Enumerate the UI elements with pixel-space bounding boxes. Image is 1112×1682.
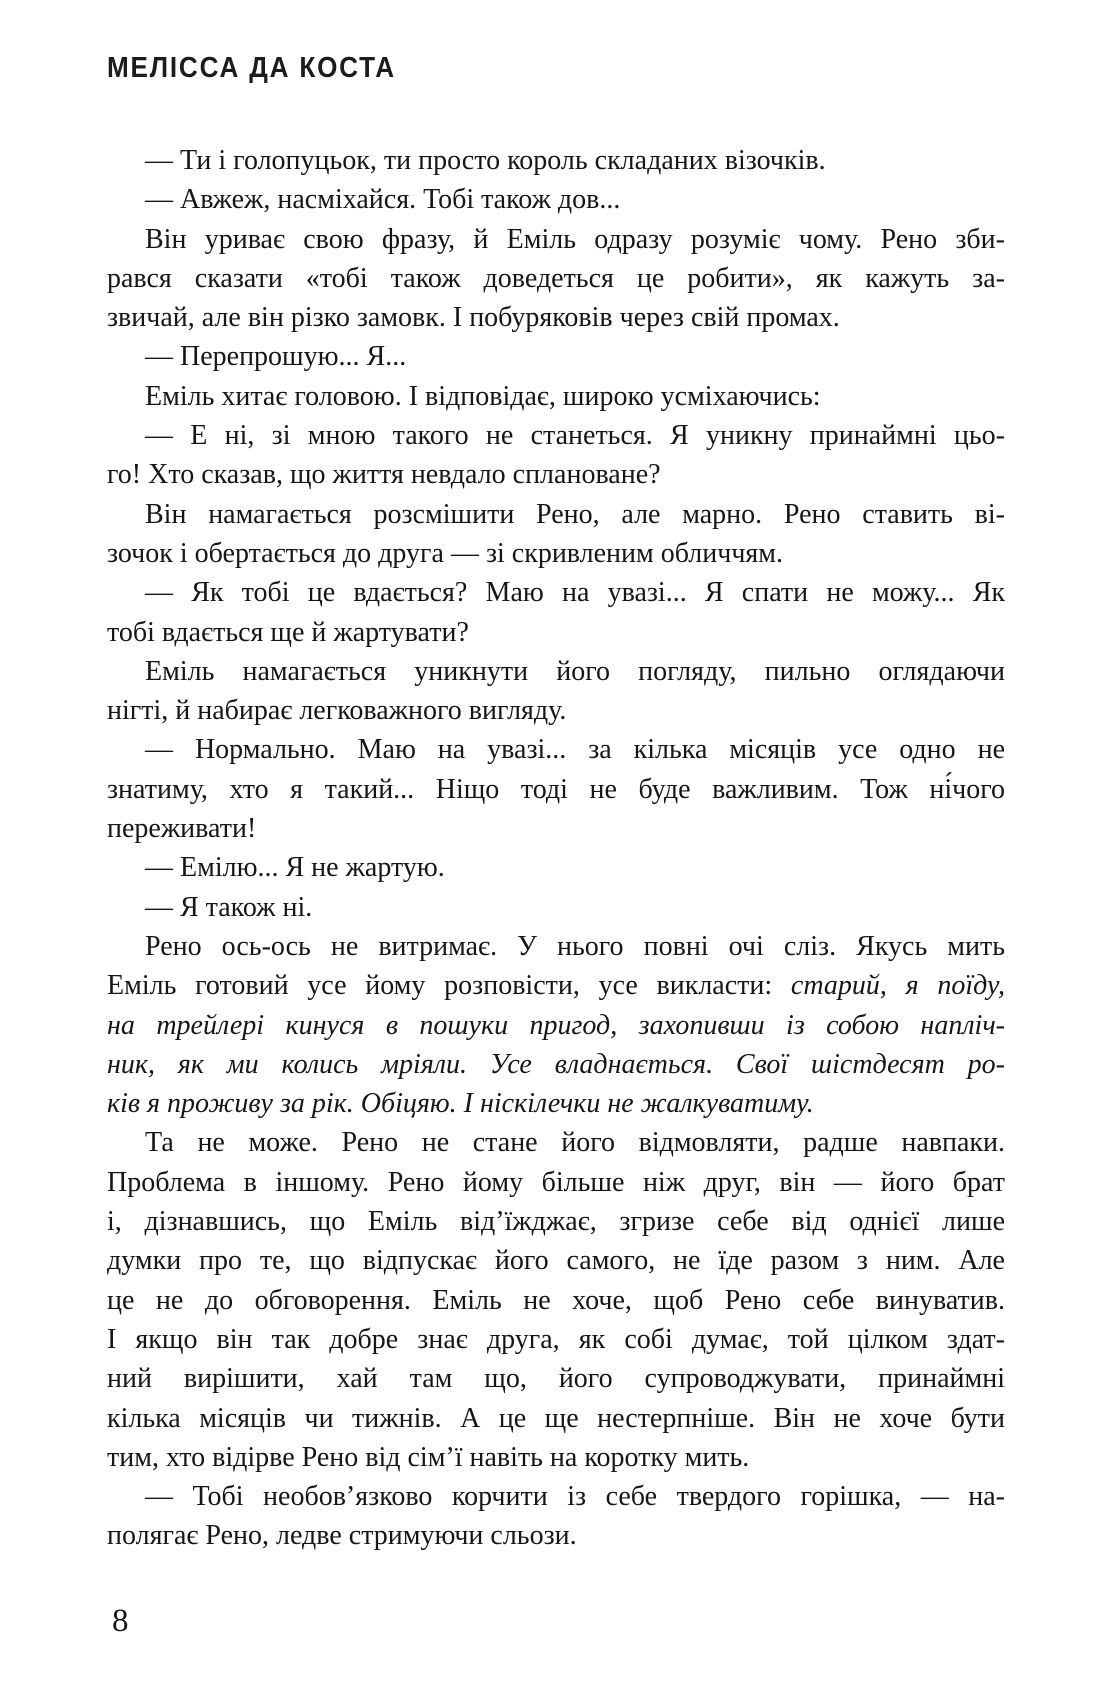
text-segment: знатиму, хто я такий... Ніщо тоді не буде важливим. Тож ні́чого <box>107 773 1005 805</box>
text-line <box>107 1202 1005 1241</box>
running-header: МЕЛІССА ДА КОСТА <box>107 52 396 84</box>
text-line <box>107 534 1005 573</box>
text-line <box>107 1281 1005 1320</box>
text-segment: І якщо він так добре знає друга, як собі думає, той цілком здат- <box>107 1323 1005 1355</box>
text-line <box>107 298 1005 337</box>
text-line <box>107 730 1005 769</box>
text-line <box>107 1516 1005 1555</box>
text-line <box>107 180 1005 219</box>
text-segment: кілька місяців чи тижнів. А це ще нестерпніше. Він не хоче бути <box>107 1402 1005 1434</box>
text-line <box>107 848 1005 887</box>
text-line <box>107 1359 1005 1398</box>
text-segment: ний вирішити, хай там що, його супроводжувати, принаймні <box>107 1363 1005 1395</box>
text-segment: — Е ні, зі мною такого не станеться. Я уникну принаймні цьо- <box>145 420 1005 452</box>
text-segment: це не до обговорення. Еміль не хоче, щоб Рено себе винуватив. <box>107 1284 1005 1316</box>
text-segment: переживати! <box>107 813 257 845</box>
text-line <box>107 613 1005 652</box>
text-segment: полягає Рено, ледве стримуючи сльози. <box>107 1520 577 1552</box>
text-segment-italic: ник, як ми колись мріяли. Усе владнається. Свої шістдесят ро- <box>107 1048 1005 1080</box>
text-line <box>107 1006 1005 1045</box>
text-line <box>107 966 1005 1005</box>
text-segment: Еміль хитає головою. І відповідає, широко усміхаючись: <box>145 380 821 412</box>
text-line <box>107 1399 1005 1438</box>
text-line <box>107 1438 1005 1477</box>
text-segment: звичай, але він різко замовк. І побуряковів через свій промах. <box>107 302 840 334</box>
text-line <box>107 573 1005 612</box>
text-segment-italic: ків я проживу за рік. Обіцяю. І ніскілечки не жалкуватиму. <box>107 1088 814 1120</box>
text-segment: тим, хто відірве Рено від сім’ї навіть на коротку мить. <box>107 1441 750 1473</box>
text-line <box>107 1084 1005 1123</box>
text-line <box>107 1320 1005 1359</box>
text-segment-italic: старий, я поїду, <box>790 970 1005 1002</box>
text-segment: — Емілю... Я не жартую. <box>145 852 445 884</box>
text-segment: — Ти і голопуцьок, ти просто король складаних візочків. <box>145 145 826 176</box>
text-segment: зочок і обертається до друга — зі скривленим обличчям. <box>107 537 784 569</box>
text-line <box>107 1241 1005 1280</box>
text-segment: — Тобі необов’язково корчити із себе твердого горішка, — на- <box>145 1481 1005 1513</box>
text-line <box>107 416 1005 455</box>
text-segment: Та не може. Рено не стане його відмовляти, радше навпаки. <box>145 1127 1005 1159</box>
text-segment: тобі вдається ще й жартувати? <box>107 616 469 648</box>
text-segment: Рено ось-ось не витримає. У нього повні очі сліз. Якусь мить <box>145 930 1005 962</box>
text-line <box>107 377 1005 416</box>
text-segment: — Перепрошую... Я... <box>145 341 407 373</box>
text-line <box>107 691 1005 730</box>
text-line <box>107 1045 1005 1084</box>
text-segment: Еміль готовий усе йому розповісти, усе викласти: <box>107 970 791 1002</box>
text-line <box>107 455 1005 494</box>
text-line <box>107 652 1005 691</box>
text-segment-italic: на трейлері кинуся в пошуки пригод, захопивши із собою напліч- <box>107 1009 1005 1041</box>
text-line <box>107 495 1005 534</box>
text-line <box>107 809 1005 848</box>
text-segment: нігті, й набирає легковажного вигляду. <box>107 695 567 727</box>
text-segment: Проблема в іншому. Рено йому більше ніж друг, він — його брат <box>107 1166 1005 1198</box>
text-line <box>107 888 1005 927</box>
text-segment: Еміль намагається уникнути його погляду, пильно оглядаючи <box>145 655 1005 687</box>
text-segment: го! Хто сказав, що життя невдало сплановане? <box>107 459 661 491</box>
text-segment: Він уриває свою фразу, й Еміль одразу розуміє чому. Рено зби- <box>145 223 1005 255</box>
text-segment: — Нормально. Маю на увазі... за кілька місяців усе одно не <box>145 734 1005 766</box>
text-segment: рався сказати «тобі також доведеться це робити», як кажуть за- <box>107 262 1005 294</box>
text-line <box>107 141 1005 180</box>
text-line <box>107 337 1005 376</box>
text-line <box>107 927 1005 966</box>
text-line <box>107 220 1005 259</box>
text-segment: Він намагається розсмішити Рено, але марно. Рено ставить ві- <box>145 498 1005 530</box>
text-segment: — Як тобі це вдається? Маю на увазі... Я спати не можу... Як <box>145 577 1005 609</box>
text-line <box>107 259 1005 298</box>
page-number: 8 <box>112 1603 129 1639</box>
text-line <box>107 770 1005 809</box>
page-text <box>107 141 1005 1556</box>
text-segment: думки про те, що відпускає його самого, не їде разом з ним. Але <box>107 1245 1005 1277</box>
text-line <box>107 1163 1005 1202</box>
text-segment: і, дізнавшись, що Еміль від’їжджає, згризе себе від однієї лише <box>107 1206 1005 1238</box>
text-line <box>107 1477 1005 1516</box>
text-segment: — Авжеж, насміхайся. Тобі також дов... <box>145 184 621 216</box>
text-segment: — Я також ні. <box>145 891 313 923</box>
text-line <box>107 1123 1005 1162</box>
